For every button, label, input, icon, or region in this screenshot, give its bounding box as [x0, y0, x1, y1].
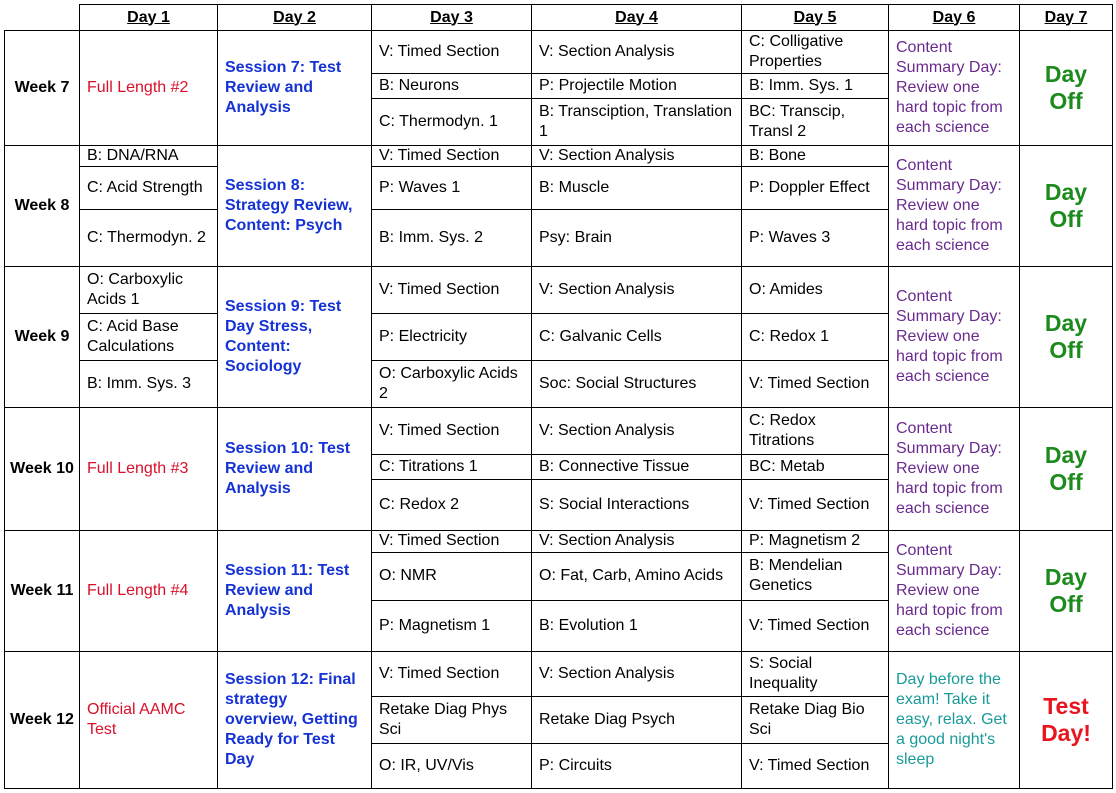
- test-day-cell: Test Day!: [1020, 651, 1113, 788]
- content-summary-cell: Content Summary Day: Review one hard topic from each science: [889, 31, 1020, 146]
- week-label: Week 7: [5, 31, 80, 146]
- week-label: Week 11: [5, 531, 80, 652]
- day4-cell: C: Galvanic Cells: [532, 314, 742, 361]
- session-cell: Session 12: Final strategy overview, Getting Ready for Test Day: [218, 651, 372, 788]
- day4-cell: O: Fat, Carb, Amino Acids: [532, 552, 742, 600]
- header-day-5: Day 5: [742, 5, 889, 31]
- week-9-row-1: [5, 267, 1113, 314]
- day5-cell: B: Imm. Sys. 1: [742, 73, 889, 98]
- day4-cell: V: Section Analysis: [532, 267, 742, 314]
- session-cell: Session 8: Strategy Review, Content: Psych: [218, 145, 372, 267]
- day4-cell: B: Connective Tissue: [532, 455, 742, 480]
- day5-cell: P: Magnetism 2: [742, 531, 889, 552]
- day5-cell: P: Doppler Effect: [742, 167, 889, 210]
- day5-cell: O: Amides: [742, 267, 889, 314]
- day4-cell: V: Section Analysis: [532, 531, 742, 552]
- day-off-cell: Day Off: [1020, 145, 1113, 267]
- day-off-cell: Day Off: [1020, 408, 1113, 531]
- day5-cell: Retake Diag Bio Sci: [742, 696, 889, 743]
- day1-cell: C: Thermodyn. 2: [80, 209, 218, 266]
- day5-cell: C: Redox Titrations: [742, 408, 889, 455]
- week-11-row-1: [5, 531, 1113, 552]
- day1-cell: C: Acid Strength: [80, 167, 218, 210]
- day3-cell: V: Timed Section: [372, 408, 532, 455]
- week-10-row-1: [5, 408, 1113, 455]
- day1-cell: O: Carboxylic Acids 1: [80, 267, 218, 314]
- header-day-6: Day 6: [889, 5, 1020, 31]
- day4-cell: B: Transciption, Translation 1: [532, 98, 742, 145]
- day1-cell: Full Length #3: [80, 408, 218, 531]
- header-day-1: Day 1: [80, 5, 218, 31]
- day3-cell: O: NMR: [372, 552, 532, 600]
- day1-cell: Full Length #2: [80, 31, 218, 146]
- day3-cell: C: Redox 2: [372, 479, 532, 530]
- content-summary-cell: Content Summary Day: Review one hard topic from each science: [889, 408, 1020, 531]
- day5-cell: V: Timed Section: [742, 361, 889, 408]
- day5-cell: V: Timed Section: [742, 743, 889, 788]
- day3-cell: B: Neurons: [372, 73, 532, 98]
- session-cell: Session 9: Test Day Stress, Content: Sociology: [218, 267, 372, 408]
- content-summary-cell: Content Summary Day: Review one hard topic from each science: [889, 531, 1020, 652]
- content-summary-cell: Content Summary Day: Review one hard topic from each science: [889, 145, 1020, 267]
- session-cell: Session 10: Test Review and Analysis: [218, 408, 372, 531]
- header-day-2: Day 2: [218, 5, 372, 31]
- week-label: Week 9: [5, 267, 80, 408]
- day1-cell: B: DNA/RNA: [80, 145, 218, 166]
- week-12-row-1: [5, 651, 1113, 696]
- session-cell: Session 11: Test Review and Analysis: [218, 531, 372, 652]
- day5-cell: P: Waves 3: [742, 209, 889, 266]
- day4-cell: V: Section Analysis: [532, 408, 742, 455]
- header-day-4: Day 4: [532, 5, 742, 31]
- day3-cell: P: Waves 1: [372, 167, 532, 210]
- day3-cell: P: Electricity: [372, 314, 532, 361]
- day4-cell: B: Evolution 1: [532, 600, 742, 651]
- day4-cell: Psy: Brain: [532, 209, 742, 266]
- day3-cell: V: Timed Section: [372, 267, 532, 314]
- header-day-3: Day 3: [372, 5, 532, 31]
- day5-cell: BC: Metab: [742, 455, 889, 480]
- exam-eve-note-cell: Day before the exam! Take it easy, relax. Get a good night's sleep: [889, 651, 1020, 788]
- day3-cell: V: Timed Section: [372, 145, 532, 166]
- session-cell: Session 7: Test Review and Analysis: [218, 31, 372, 146]
- day1-cell: B: Imm. Sys. 3: [80, 361, 218, 408]
- day-off-cell: Day Off: [1020, 31, 1113, 146]
- day3-cell: C: Titrations 1: [372, 455, 532, 480]
- day3-cell: C: Thermodyn. 1: [372, 98, 532, 145]
- day1-cell: C: Acid Base Calculations: [80, 314, 218, 361]
- content-summary-cell: Content Summary Day: Review one hard topic from each science: [889, 267, 1020, 408]
- day5-cell: S: Social Inequality: [742, 651, 889, 696]
- day4-cell: S: Social Interactions: [532, 479, 742, 530]
- day4-cell: Soc: Social Structures: [532, 361, 742, 408]
- day3-cell: O: IR, UV/Vis: [372, 743, 532, 788]
- day-off-cell: Day Off: [1020, 267, 1113, 408]
- day3-cell: Retake Diag Phys Sci: [372, 696, 532, 743]
- day4-cell: P: Projectile Motion: [532, 73, 742, 98]
- week-8-row-1: [5, 145, 1113, 166]
- week-label: Week 8: [5, 145, 80, 267]
- corner-header: [5, 5, 80, 31]
- day3-cell: P: Magnetism 1: [372, 600, 532, 651]
- day5-cell: BC: Transcip, Transl 2: [742, 98, 889, 145]
- day4-cell: Retake Diag Psych: [532, 696, 742, 743]
- day5-cell: C: Redox 1: [742, 314, 889, 361]
- day5-cell: V: Timed Section: [742, 600, 889, 651]
- week-label: Week 12: [5, 651, 80, 788]
- study-schedule-table: [4, 4, 1113, 789]
- day4-cell: V: Section Analysis: [532, 31, 742, 74]
- day5-cell: V: Timed Section: [742, 479, 889, 530]
- day1-cell: Official AAMC Test: [80, 651, 218, 788]
- day3-cell: V: Timed Section: [372, 651, 532, 696]
- week-label: Week 10: [5, 408, 80, 531]
- day4-cell: V: Section Analysis: [532, 145, 742, 166]
- day5-cell: C: Colligative Properties: [742, 31, 889, 74]
- day3-cell: B: Imm. Sys. 2: [372, 209, 532, 266]
- day4-cell: B: Muscle: [532, 167, 742, 210]
- day-off-cell: Day Off: [1020, 531, 1113, 652]
- day5-cell: B: Bone: [742, 145, 889, 166]
- day5-cell: B: Mendelian Genetics: [742, 552, 889, 600]
- day4-cell: P: Circuits: [532, 743, 742, 788]
- day3-cell: O: Carboxylic Acids 2: [372, 361, 532, 408]
- header-row: [5, 5, 1113, 31]
- day3-cell: V: Timed Section: [372, 531, 532, 552]
- day1-cell: Full Length #4: [80, 531, 218, 652]
- week-7-row-1: [5, 31, 1113, 74]
- day3-cell: V: Timed Section: [372, 31, 532, 74]
- header-day-7: Day 7: [1020, 5, 1113, 31]
- day4-cell: V: Section Analysis: [532, 651, 742, 696]
